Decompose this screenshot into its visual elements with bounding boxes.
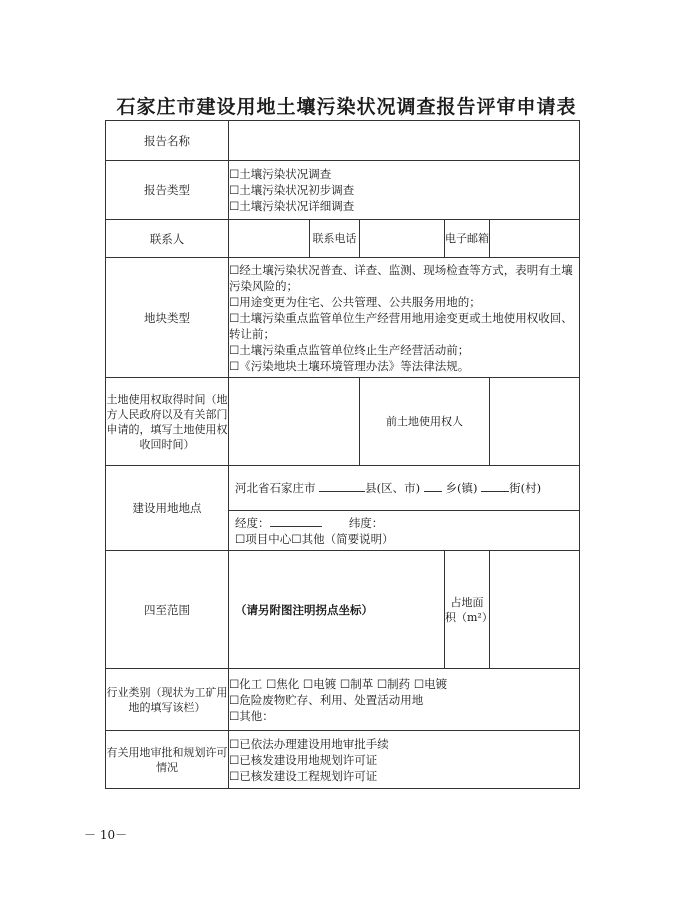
approval-option[interactable]: ☐已核发建设用地规划许可证 bbox=[229, 752, 378, 767]
row-location bbox=[106, 466, 580, 551]
row-land-right bbox=[106, 378, 580, 466]
row-industry bbox=[106, 669, 580, 731]
boundary-label: 四至范围 bbox=[106, 551, 229, 669]
report-type-option[interactable]: ☐土壤污染状况调查 bbox=[229, 167, 332, 181]
location-address-line bbox=[229, 466, 579, 511]
approval-label: 有关用地审批和规划许可情况 bbox=[106, 731, 229, 789]
location-coords bbox=[229, 511, 579, 550]
row-approval bbox=[106, 731, 580, 789]
report-type-option[interactable]: ☐土壤污染状况初步调查 bbox=[229, 183, 355, 197]
province-city-text: 河北省石家庄市 bbox=[235, 481, 316, 495]
longitude-field[interactable] bbox=[270, 514, 322, 527]
approval-option[interactable]: ☐已依法办理建设用地审批手续 bbox=[229, 736, 389, 751]
report-type-option[interactable]: ☐土壤污染状况详细调查 bbox=[229, 199, 355, 213]
application-form-table bbox=[105, 120, 580, 789]
plot-type-option[interactable]: ☐经土壤污染状况普查、详查、监测、现场检查等方式，表明有土壤污染风险的； bbox=[229, 262, 573, 293]
location-field bbox=[229, 466, 580, 551]
prev-holder-label: 前土地使用权人 bbox=[360, 378, 490, 466]
street-text: 街(村) bbox=[509, 481, 542, 495]
prev-holder-field[interactable] bbox=[490, 378, 580, 466]
report-name-label: 报告名称 bbox=[106, 121, 229, 161]
county-text: 县(区、市) bbox=[365, 481, 421, 495]
page-number: － 10－ bbox=[84, 828, 128, 842]
report-type-label: 报告类型 bbox=[106, 161, 229, 220]
land-right-label: 土地使用权取得时间（地方人民政府以及有关部门申请的，填写土地使用权收回时间） bbox=[106, 378, 229, 466]
row-report-type bbox=[106, 161, 580, 220]
contact-phone-field[interactable] bbox=[360, 220, 445, 258]
row-boundary bbox=[106, 551, 580, 669]
report-name-field[interactable] bbox=[229, 121, 580, 161]
location-label: 建设用地地点 bbox=[106, 466, 229, 551]
plot-type-option[interactable]: ☐《污染地块土壤环境管理办法》等法律法规。 bbox=[229, 358, 470, 373]
area-field[interactable] bbox=[490, 551, 580, 669]
center-option[interactable]: ☐项目中心☐其他（简要说明） bbox=[235, 532, 394, 546]
township-blank[interactable] bbox=[424, 479, 442, 492]
plot-type-option[interactable]: ☐土壤污染重点监管单位生产经营用地用途变更或土地使用权收回、转让前； bbox=[229, 310, 573, 341]
contact-phone-label: 联系电话 bbox=[310, 220, 360, 258]
plot-type-label: 地块类型 bbox=[106, 258, 229, 378]
row-contact bbox=[106, 220, 580, 258]
area-label: 占地面 积（m²） bbox=[445, 551, 490, 669]
industry-option-line[interactable]: ☐化工 ☐焦化 ☐电镀 ☐制革 ☐制药 ☐电镀 bbox=[229, 676, 448, 691]
approval-option[interactable]: ☐已核发建设工程规划许可证 bbox=[229, 768, 378, 783]
township-text: 乡(镇) bbox=[445, 481, 478, 495]
boundary-note: （请另附图注明拐点坐标） bbox=[229, 551, 445, 669]
approval-options bbox=[229, 731, 580, 789]
contact-label: 联系人 bbox=[106, 220, 229, 258]
longitude-label: 经度： bbox=[235, 516, 270, 530]
report-type-options bbox=[229, 161, 580, 220]
industry-option-line[interactable]: ☐其他： bbox=[229, 708, 274, 723]
plot-type-option[interactable]: ☐用途变更为住宅、公共管理、公共服务用地的； bbox=[229, 294, 481, 309]
contact-email-label: 电子邮箱 bbox=[445, 220, 490, 258]
industry-options bbox=[229, 669, 580, 731]
row-report-name bbox=[106, 121, 580, 161]
plot-type-options bbox=[229, 258, 580, 378]
county-blank[interactable] bbox=[319, 479, 365, 492]
industry-label: 行业类别（现状为工矿用地的填写该栏） bbox=[106, 669, 229, 731]
industry-option-line[interactable]: ☐危险废物贮存、利用、处置活动用地 bbox=[229, 692, 424, 707]
contact-email-field[interactable] bbox=[490, 220, 580, 258]
street-blank[interactable] bbox=[481, 479, 509, 492]
row-plot-type bbox=[106, 258, 580, 378]
land-right-time-field[interactable] bbox=[229, 378, 360, 466]
plot-type-option[interactable]: ☐土壤污染重点监管单位终止生产经营活动前； bbox=[229, 342, 470, 357]
form-title: 石家庄市建设用地土壤污染状况调查报告评审申请表 bbox=[116, 96, 577, 118]
contact-name-field[interactable] bbox=[229, 220, 310, 258]
latitude-label: 纬度： bbox=[348, 516, 384, 530]
